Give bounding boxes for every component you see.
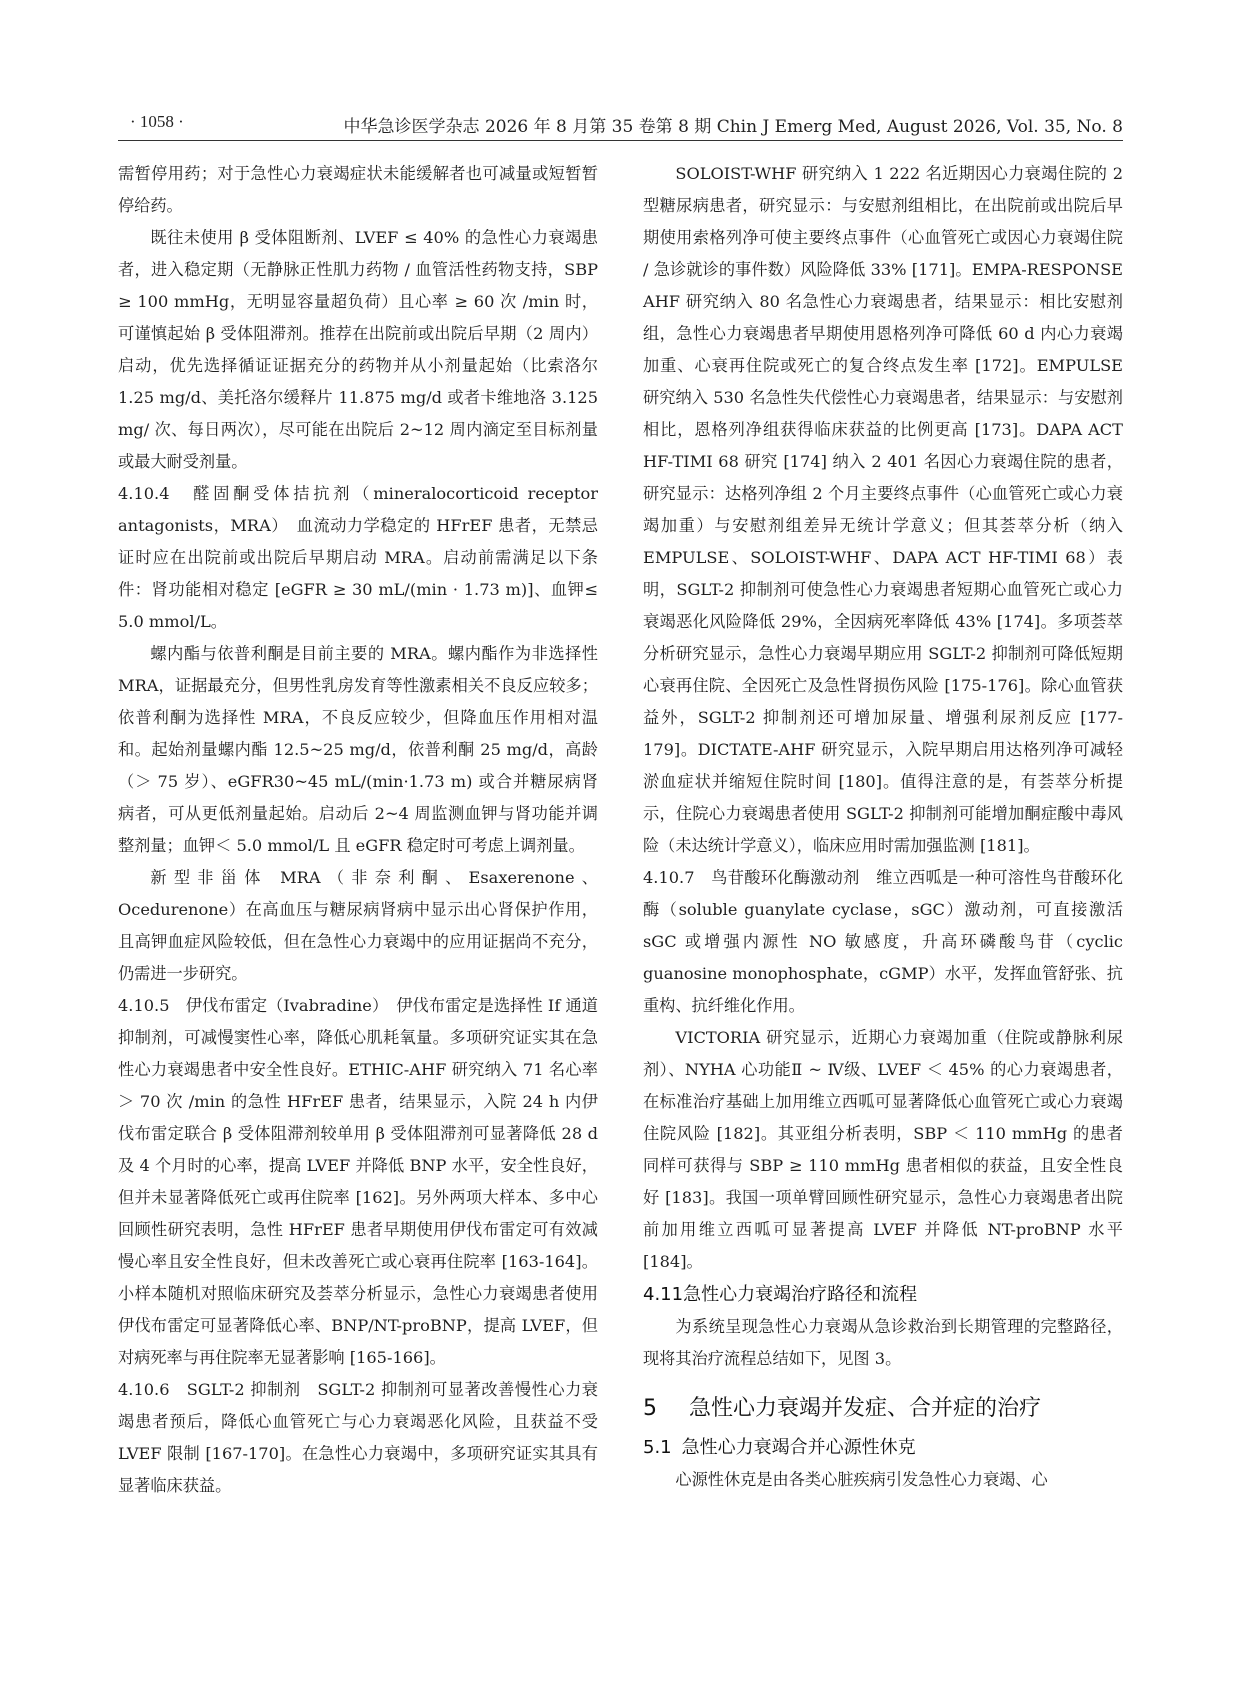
section-heading-4-11 bbox=[643, 1278, 1123, 1311]
paragraph: VICTORIA 研究显示，近期心力衰竭加重（住院或静脉利尿剂）、NYHA 心功能Ⅱ ~ Ⅳ级、LVEF ＜ 45% 的心力衰竭患者，在标准治疗基础上加用维立西呱可显著降低心血管死亡或心力衰竭住院风险 [182]。其亚组分析表明，SBP ＜ 110 mmHg 的患者同样可获得与 SBP ≥ 110 mmHg 患者相似的获益，且安全性良好 [183]。我国一项单臂回顾性研究显示，急性心力衰竭患者出院前加用维立西呱可显著提高 LVEF 并降低 NT-proBNP 水平 [184]。 bbox=[643, 1028, 1123, 1271]
section-heading-5-1 bbox=[643, 1431, 1123, 1464]
journal-citation: 中华急诊医学杂志 2026 年 8 月第 35 卷第 8 期 Chin J Emerg Med, August 2026, Vol. 35, No. 8 bbox=[343, 117, 1123, 137]
paragraph: 4.10.5 伊伐布雷定（Ivabradine） 伊伐布雷定是选择性 If 通道抑制剂，可减慢窦性心率，降低心肌耗氧量。多项研究证实其在急性心力衰竭患者中安全性良好。ETHIC-AHF 研究纳入 71 名心率＞ 70 次 /min 的急性 HFrEF 患者，结果显示，入院 24 h 内伊伐布雷定联合 β 受体阻滞剂较单用 β 受体阻滞剂可显著降低 28 d 及 4 个月时的心率，提高 LVEF 并降低 BNP 水平，安全性良好，但并未显著降低死亡或再住院率 [162]。另外两项大样本、多中心回顾性研究表明，急性 HFrEF 患者早期使用伊伐布雷定可有效减慢心率且安全性良好，但未改善死亡或心衰再住院率 [163-164]。小样本随机对照临床研究及荟萃分析显示，急性心力衰竭患者使用伊伐布雷定可显著降低心率、BNP/NT-proBNP，提高 LVEF，但对病死率与再住院率无显著影响 [165-166]。 bbox=[118, 996, 598, 1367]
right-column bbox=[643, 158, 1123, 1496]
paragraph: 螺内酯与依普利酮是目前主要的 MRA。螺内酯作为非选择性 MRA，证据最充分，但男性乳房发育等性激素相关不良反应较多；依普利酮为选择性 MRA，不良反应较少，但降血压作用相对温和。起始剂量螺内酯 12.5~25 mg/d，依普利酮 25 mg/d，高龄（＞ 75 岁）、eGFR30~45 mL/(min·1.73 m) 或合并糖尿病肾病者，可从更低剂量起始。启动后 2~4 周监测血钾与肾功能并调整剂量；血钾＜ 5.0 mmol/L 且 eGFR 稳定时可考虑上调剂量。 bbox=[118, 644, 598, 855]
section-title: 急性心力衰竭治疗路径和流程 bbox=[683, 1284, 918, 1305]
section-title: 急性心力衰竭并发症、合并症的治疗 bbox=[689, 1396, 1042, 1421]
paragraph: 4.10.6 SGLT-2 抑制剂 SGLT-2 抑制剂可显著改善慢性心力衰竭患者预后，降低心血管死亡与心力衰竭恶化风险，且获益不受 LVEF 限制 [167-170]。在急性心力衰竭中，多项研究证实其具有显著临床获益。 bbox=[118, 1380, 598, 1495]
paragraph: 为系统呈现急性心力衰竭从急诊救治到长期管理的完整路径，现将其治疗流程总结如下，见图 3。 bbox=[643, 1317, 1123, 1368]
section-heading-5 bbox=[643, 1389, 1123, 1429]
header-rule bbox=[118, 140, 1123, 141]
paragraph: 4.10.4 醛固酮受体拮抗剂（mineralocorticoid receptor antagonists，MRA） 血流动力学稳定的 HFrEF 患者，无禁忌证时应在出院前或出院后早期启动 MRA。启动前需满足以下条件：肾功能相对稳定 [eGFR ≥ 30 mL/(min · 1.73 m)]、血钾≤ 5.0 mmol/L。 bbox=[118, 484, 598, 631]
paragraph: 既往未使用 β 受体阻断剂、LVEF ≤ 40% 的急性心力衰竭患者，进入稳定期（无静脉正性肌力药物 / 血管活性药物支持，SBP ≥ 100 mmHg，无明显容量超负荷）且心率 ≥ 60 次 /min 时，可谨慎起始 β 受体阻滞剂。推荐在出院前或出院后早期（2 周内）启动，优先选择循证证据充分的药物并从小剂量起始（比索洛尔 1.25 mg/d、美托洛尔缓释片 11.875 mg/d 或者卡维地洛 3.125 mg/ 次、每日两次），尽可能在出院后 2~12 周内滴定至目标剂量或最大耐受剂量。 bbox=[118, 228, 598, 471]
running-header bbox=[118, 108, 1123, 136]
section-number: 4.11 bbox=[643, 1284, 684, 1305]
section-number: 5.1 bbox=[643, 1437, 672, 1458]
paragraph: SOLOIST-WHF 研究纳入 1 222 名近期因心力衰竭住院的 2 型糖尿病患者，研究显示：与安慰剂组相比，在出院前或出院后早期使用索格列净可使主要终点事件（心血管死亡或因心力衰竭住院 / 急诊就诊的事件数）风险降低 33% [171]。EMPA-RESPONSE AHF 研究纳入 80 名急性心力衰竭患者，结果显示：相比安慰剂组，急性心力衰竭患者早期使用恩格列净可降低 60 d 内心力衰竭加重、心衰再住院或死亡的复合终点发生率 [172]。EMPULSE 研究纳入 530 名急性失代偿性心力衰竭患者，结果显示：与安慰剂相比，恩格列净组获得临床获益的比例更高 [173]。DAPA ACT HF-TIMI 68 研究 [174] 纳入 2 401 名因心力衰竭住院的患者，研究显示：达格列净组 2 个月主要终点事件（心血管死亡或心力衰竭加重）与安慰剂组差异无统计学意义；但其荟萃分析（纳入 EMPULSE、SOLOIST-WHF、DAPA ACT HF-TIMI 68）表明，SGLT-2 抑制剂可使急性心力衰竭患者短期心血管死亡或心力衰竭恶化风险降低 29%，全因病死率降低 43% [174]。多项荟萃分析研究显示，急性心力衰竭早期应用 SGLT-2 抑制剂可降低短期心衰再住院、全因死亡及急性肾损伤风险 [175-176]。除心血管获益外，SGLT-2 抑制剂还可增加尿量、增强利尿剂反应 [177-179]。DICTATE-AHF 研究显示，入院早期启用达格列净可减轻淤血症状并缩短住院时间 [180]。值得注意的是，有荟萃分析提示，住院心力衰竭患者使用 SGLT-2 抑制剂可能增加酮症酸中毒风险（未达统计学意义），临床应用时需加强监测 [181]。 bbox=[643, 164, 1123, 855]
paragraph: 心源性休克是由各类心脏疾病引发急性心力衰竭、心 bbox=[675, 1470, 1048, 1489]
paragraph: 新型非甾体 MRA（非奈利酮、Esaxerenone、Ocedurenone）在高血压与糖尿病肾病中显示出心肾保护作用，且高钾血症风险较低，但在急性心力衰竭中的应用证据尚不充分，仍需进一步研究。 bbox=[118, 868, 598, 983]
paragraph: 4.10.7 鸟苷酸环化酶激动剂 维立西呱是一种可溶性鸟苷酸环化酶（soluble guanylate cyclase，sGC）激动剂，可直接激活 sGC 或增强内源性 NO 敏感度，升高环磷酸鸟苷（cyclic guanosine monophosphate，cGMP）水平，发挥血管舒张、抗重构、抗纤维化作用。 bbox=[643, 868, 1123, 1015]
page-number: · 1058 · bbox=[130, 112, 184, 131]
section-number: 5 bbox=[643, 1396, 657, 1421]
section-title: 急性心力衰竭合并心源性休克 bbox=[681, 1437, 916, 1458]
paragraph: 需暂停用药；对于急性心力衰竭症状未能缓解者也可减量或短暂暂停给药。 bbox=[118, 164, 598, 215]
left-column bbox=[118, 158, 598, 1502]
